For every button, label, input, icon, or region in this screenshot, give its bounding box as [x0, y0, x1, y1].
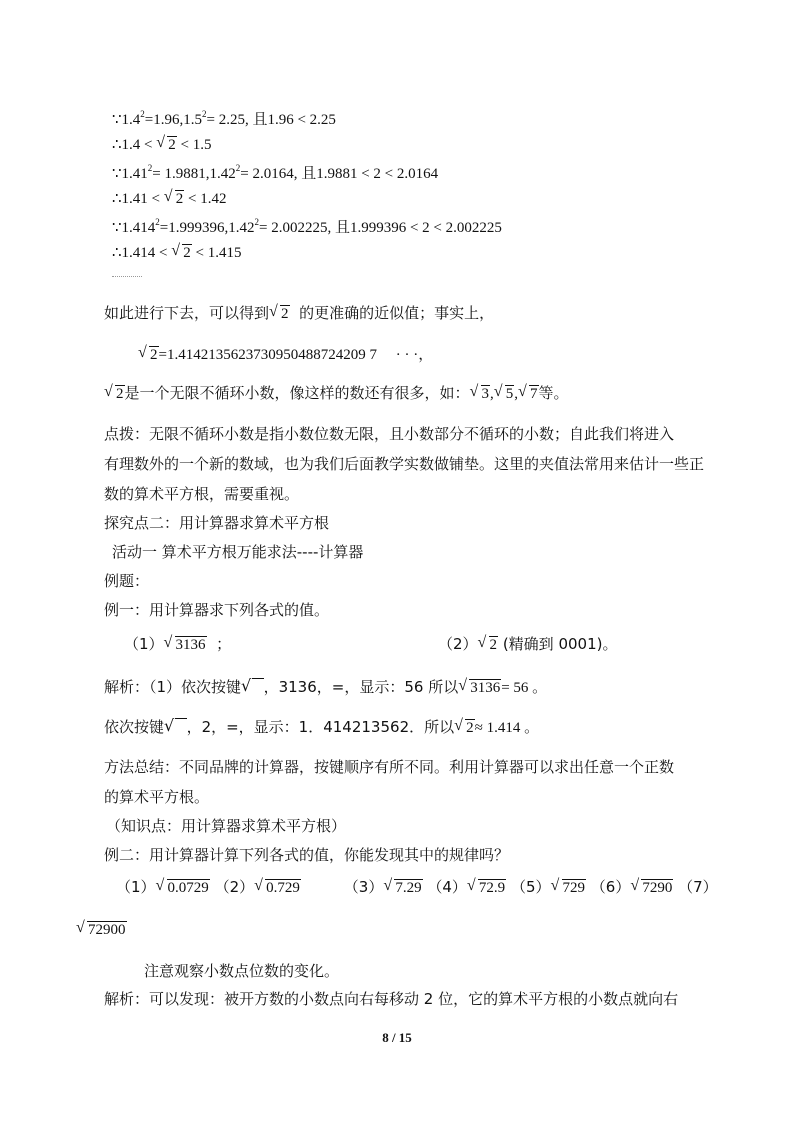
solution-2: 依次按键√ ，2，=，显示：1．414213562．所以√ 2≈ 1.414 。: [104, 716, 539, 737]
sqrt: √ 2: [270, 305, 290, 323]
examples-label: 例题：: [104, 572, 150, 590]
tip-line-1: 点拨：无限不循环小数是指小数位数无限，且小数部分不循环的小数；自此我们将进入: [104, 425, 675, 443]
step-3: $\because 1.41^2= 1.9881,1.42^2= 2.0164$, 且1.9881 < 2 < 2.0164: [112, 163, 439, 182]
example-1-item-2: （2）√ 2 (精确到 0001)。: [438, 633, 617, 654]
sqrt: √ 7.29: [384, 879, 422, 897]
example-1-item-1: （1）√ 3136 ；: [124, 633, 231, 654]
sqrt: √ 2: [139, 346, 159, 364]
activity-heading: 活动一 算术平方根万能求法----计算器: [112, 543, 364, 561]
sqrt-key-icon: [242, 678, 264, 696]
observe-note: 注意观察小数点位数的变化。: [144, 962, 340, 980]
step-2: ∴1.4 < √ 2 < 1.5: [112, 135, 211, 154]
sqrt: √ 2: [165, 190, 185, 208]
sqrt: √ 72900: [77, 921, 127, 939]
sqrt: √ 72.9: [468, 879, 506, 897]
example-2-items: （1）√ 0.0729 （2）√ 0.729 （3）√ 7.29 （4）√ 72.9 （5）√ 729 （6）√ 7290 （7）: [116, 876, 718, 897]
sqrt: √ 7: [519, 385, 539, 403]
step-5: $\because 1.414^2=1.999396,1.42^2= 2.002225$, 且1.999396 < 2 < 2.002225: [112, 217, 502, 236]
summary-line-2: 的算术平方根。: [104, 788, 210, 806]
sqrt: √ 2: [105, 385, 125, 403]
example-1: 例一：用计算器求下列各式的值。: [104, 601, 330, 619]
solution-1: 解析：（1）依次按键√ ，3136，=，显示：56 所以√ 3136= 56 。: [104, 676, 547, 697]
example-2: 例二：用计算器计算下列各式的值，你能发现其中的规律吗？: [104, 846, 510, 864]
step-6: ∴1.414 < √ 2 < 1.415: [112, 243, 241, 262]
page-number: 8 / 15: [382, 1030, 412, 1045]
sqrt: √ 3136: [459, 679, 501, 697]
sqrt: √ 2: [479, 636, 499, 654]
tip-line-3: 数的算术平方根，需要重视。: [104, 485, 300, 503]
sqrt: √ 0.729: [255, 879, 301, 897]
irrational-note: √ 2是一个无限不循环小数，像这样的数还有很多，如：√ 3,√ 5,√ 7等。: [104, 382, 569, 403]
sqrt: √ 2: [455, 719, 475, 737]
sqrt: √ 7290: [631, 879, 673, 897]
continuation-dots: [112, 276, 142, 277]
sqrt: √ 0.0729: [157, 879, 210, 897]
tip-line-2: 有理数外的一个新的数域，也为我们后面教学实数做铺垫。这里的夹值法常用来估计一些正: [104, 455, 705, 473]
sqrt: √ 3: [471, 385, 491, 403]
knowledge-point: （知识点：用计算器求算术平方根）: [106, 817, 347, 835]
sqrt-key-icon: [165, 718, 187, 736]
section-heading: 探究点二：用计算器求算术平方根: [104, 514, 330, 532]
summary-line-1: 方法总结：不同品牌的计算器，按键顺序有所不同。利用计算器可以求出任意一个正数: [104, 758, 675, 776]
sqrt2-expansion: √ 2=1.4142135623730950488724209 7 · · ·，: [138, 343, 433, 364]
step-4: ∴1.41 < √ 2 < 1.42: [112, 189, 226, 208]
paragraph-continue: 如此进行下去，可以得到√ 2 的更准确的近似值；事实上，: [104, 302, 494, 323]
sqrt: √ 5: [495, 385, 515, 403]
sqrt: √ 729: [552, 879, 587, 897]
solution-3: 解析：可以发现：被开方数的小数点向右每移动 2 位，它的算术平方根的小数点就向右: [104, 990, 679, 1008]
step-1: $\because 1.4^2=1.96,1.5^2= 2.25$, 且1.96 < 2.25: [112, 109, 336, 128]
sqrt: √ 3136: [165, 636, 207, 654]
example-2-item-7: [76, 920, 127, 939]
sqrt: √ 2: [157, 136, 177, 154]
sqrt: √ 2: [172, 244, 192, 262]
